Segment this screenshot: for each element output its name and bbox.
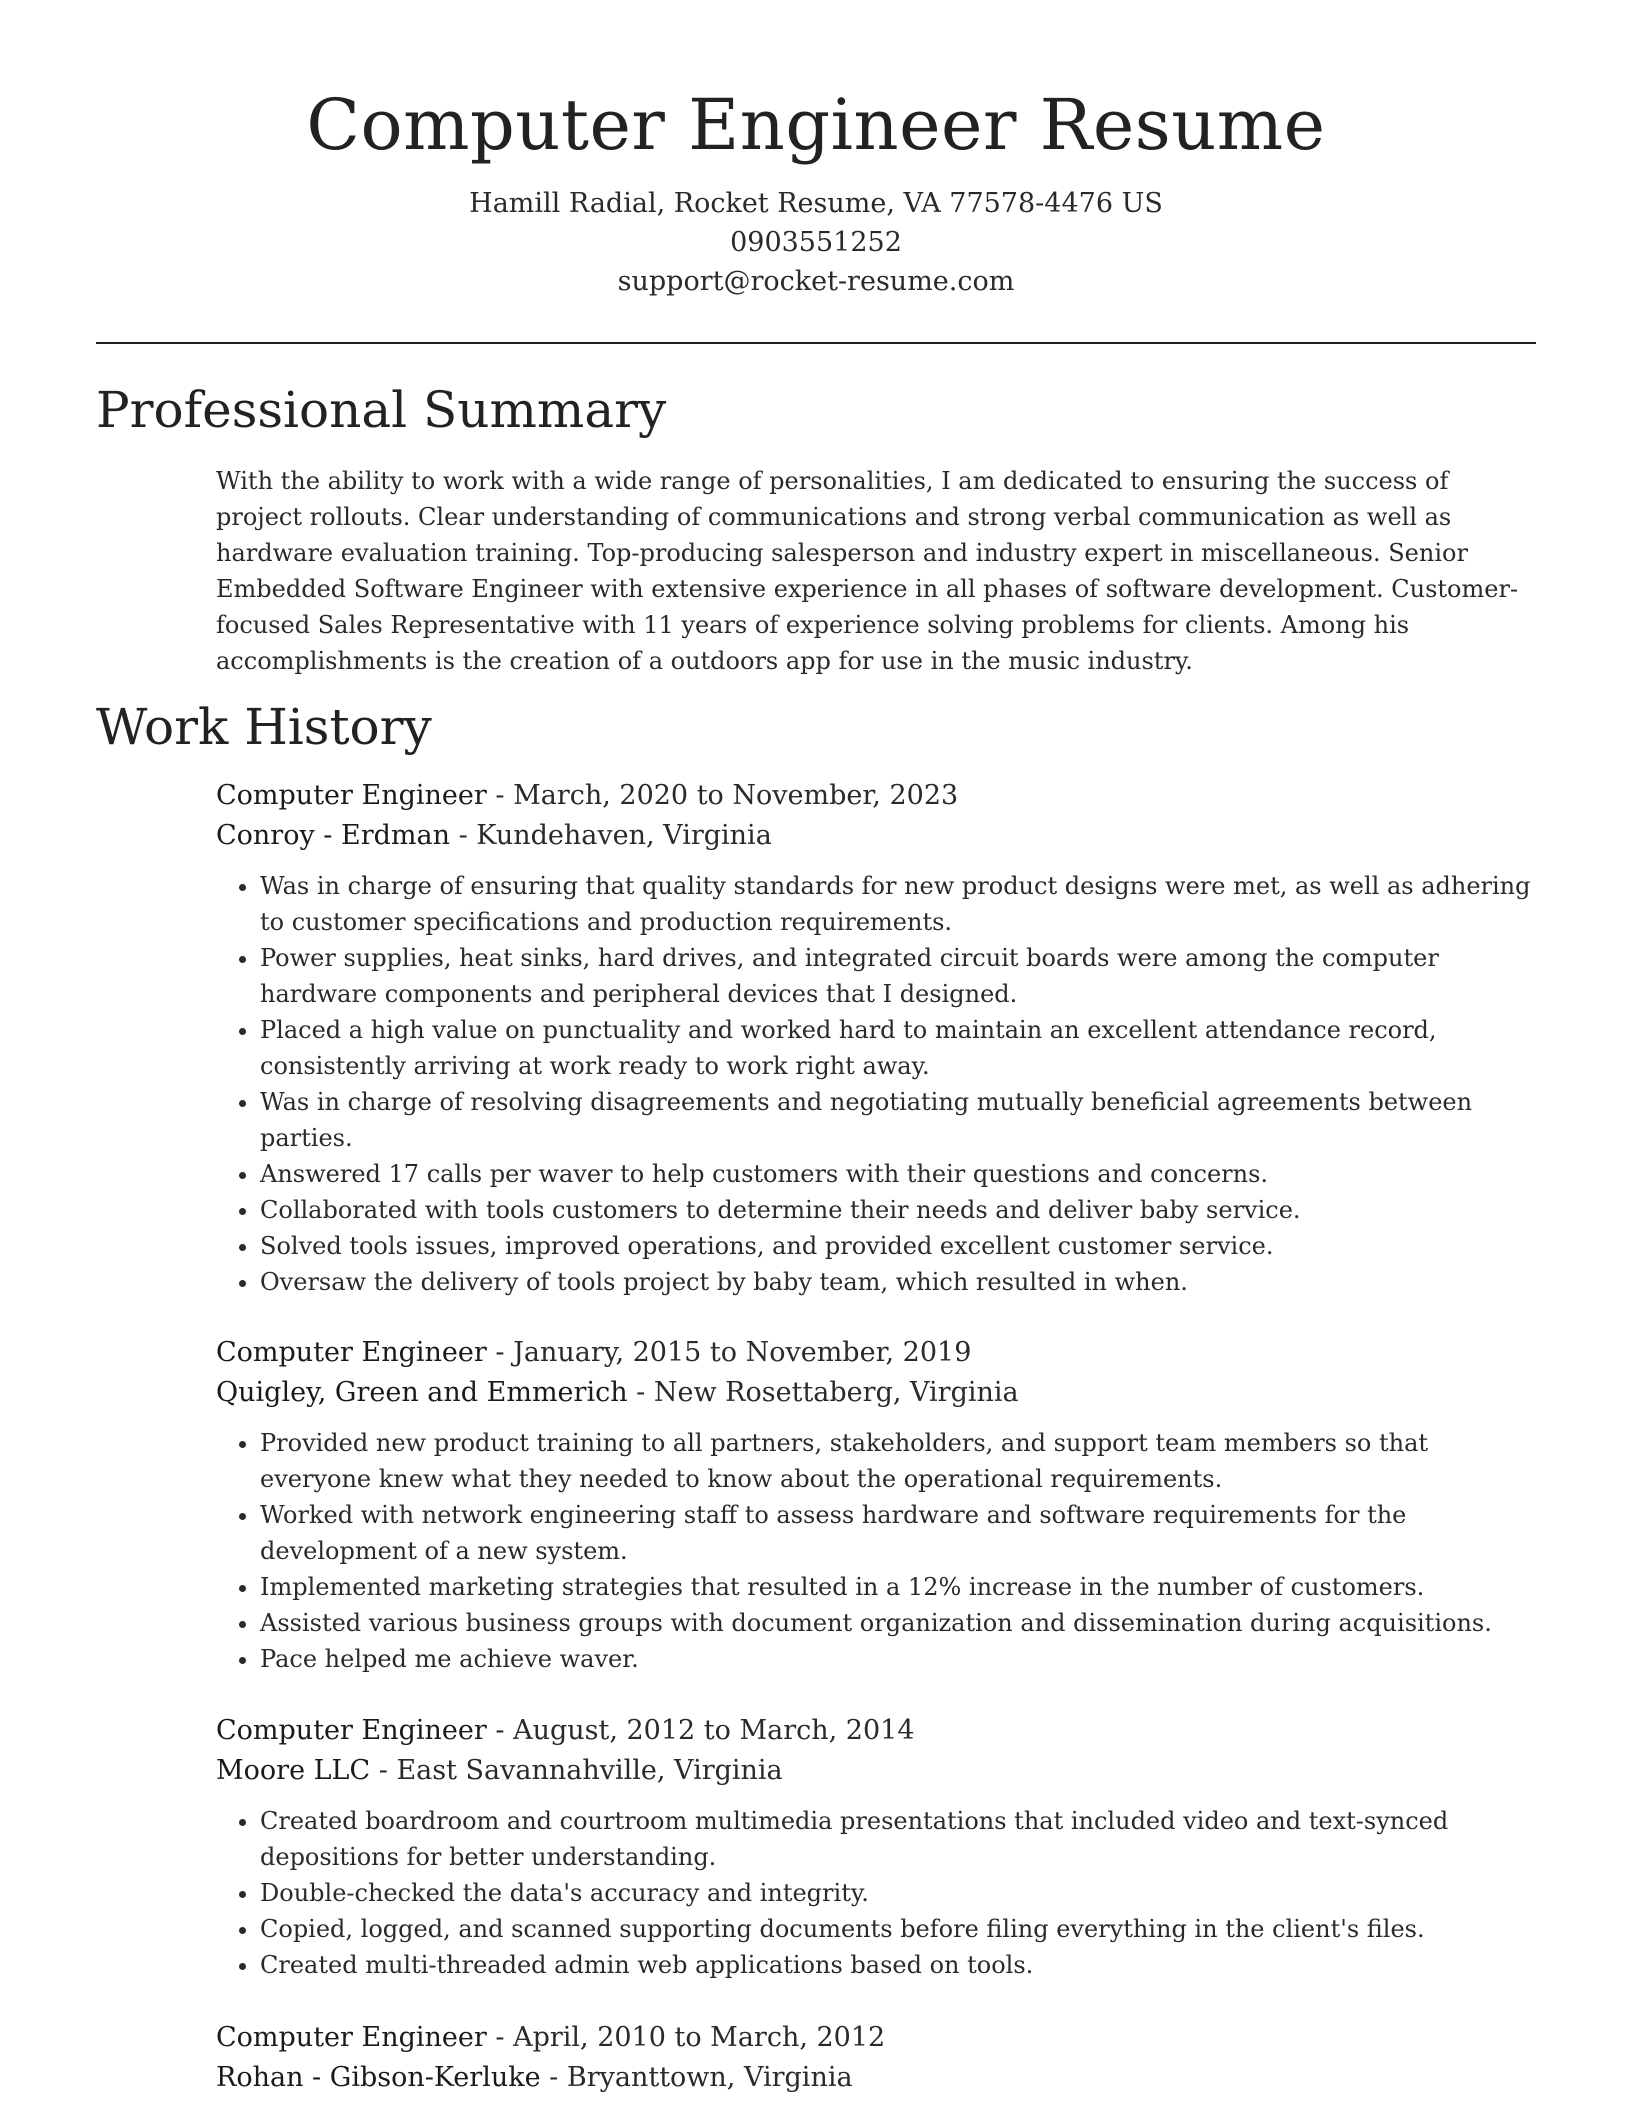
resume-header bbox=[96, 80, 1536, 301]
job-bullets bbox=[216, 1803, 1536, 1983]
job-bullets bbox=[216, 1425, 1536, 1677]
job-entry bbox=[216, 1333, 1536, 1677]
list-item: • Solved tools issues, improved operations, and provided excellent customer service. bbox=[260, 1228, 1536, 1264]
job-title: Computer Engineer bbox=[216, 780, 487, 811]
job-dates: - March, 2020 to November, 2023 bbox=[486, 780, 959, 811]
list-item: • Power supplies, heat sinks, hard drives, and integrated circuit boards were among the computer hardware components and peripheral devices that I designed. bbox=[260, 940, 1536, 1012]
list-item: • Created boardroom and courtroom multimedia presentations that included video and text-synced depositions for better understanding. bbox=[260, 1803, 1536, 1875]
list-item: • Was in charge of resolving disagreements and negotiating mutually beneficial agreements between parties. bbox=[260, 1084, 1536, 1156]
contact-address: Hamill Radial, Rocket Resume, VA 77578-4476 US bbox=[469, 188, 1163, 219]
job-dates: - August, 2012 to March, 2014 bbox=[486, 1715, 915, 1746]
list-item: • Pace helped me achieve waver. bbox=[260, 1641, 1536, 1677]
job-bullets bbox=[216, 868, 1536, 1300]
job-location: - New Rosettaberg, Virginia bbox=[627, 1377, 1019, 1408]
summary-text: With the ability to work with a wide range of personalities, I am dedicated to ensuring the success of project rollouts. Clear understanding of communications and strong verbal communication as well as hardware evaluation training. Top-producing salesperson and industry expert in miscellaneous. Senior Embedded Software Engineer with extensive experience in all phases of software development. Customer-focused Sales Representative with 11 years of experience solving problems for clients. Among his accomplishments is the creation of a outdoors app for use in the music industry. bbox=[216, 467, 1519, 675]
job-title-line bbox=[216, 2018, 1536, 2058]
job-company-line bbox=[216, 1373, 1536, 1413]
job-title-line bbox=[216, 776, 1536, 816]
job-company: Conroy - Erdman bbox=[216, 820, 450, 851]
job-title: Computer Engineer bbox=[216, 1715, 487, 1746]
list-item: • Placed a high value on punctuality and worked hard to maintain an excellent attendance record, consistently arriving at work ready to work right away. bbox=[260, 1012, 1536, 1084]
job-location: - Kundehaven, Virginia bbox=[450, 820, 772, 851]
job-entry bbox=[216, 776, 1536, 1300]
job-title-line bbox=[216, 1711, 1536, 1751]
page-title: Computer Engineer Resume bbox=[306, 84, 1326, 166]
list-item: • Answered 17 calls per waver to help customers with their questions and concerns. bbox=[260, 1156, 1536, 1192]
list-item: • Double-checked the data's accuracy and integrity. bbox=[260, 1875, 1536, 1911]
job-company-line bbox=[216, 2058, 1536, 2098]
job-title-line bbox=[216, 1333, 1536, 1373]
contact-phone: 0903551252 bbox=[730, 227, 902, 258]
job-dates: - April, 2010 to March, 2012 bbox=[486, 2022, 886, 2053]
list-item: • Was in charge of ensuring that quality standards for new product designs were met, as well as adhering to customer specifications and production requirements. bbox=[260, 868, 1536, 940]
summary-heading: Professional Summary bbox=[96, 381, 667, 439]
job-entry bbox=[216, 1711, 1536, 1983]
job-title: Computer Engineer bbox=[216, 2022, 487, 2053]
job-location: - East Savannahville, Virginia bbox=[370, 1755, 783, 1786]
job-company-line bbox=[216, 1751, 1536, 1791]
list-item: • Worked with network engineering staff to assess hardware and software requirements for the development of a new system. bbox=[260, 1497, 1536, 1569]
work-history-heading: Work History bbox=[96, 698, 432, 756]
list-item: • Implemented marketing strategies that resulted in a 12% increase in the number of customers. bbox=[260, 1569, 1536, 1605]
job-dates: - January, 2015 to November, 2019 bbox=[486, 1337, 972, 1368]
job-company: Moore LLC bbox=[216, 1755, 371, 1786]
job-company-line bbox=[216, 816, 1536, 856]
list-item: • Copied, logged, and scanned supporting documents before filing everything in the client's files. bbox=[260, 1911, 1536, 1947]
job-location: - Bryanttown, Virginia bbox=[540, 2062, 853, 2093]
job-company: Rohan - Gibson-Kerluke bbox=[216, 2062, 541, 2093]
job-company: Quigley, Green and Emmerich bbox=[216, 1377, 628, 1408]
list-item: • Assisted various business groups with document organization and dissemination during acquisitions. bbox=[260, 1605, 1536, 1641]
list-item: • Created multi-threaded admin web applications based on tools. bbox=[260, 1947, 1536, 1983]
list-item: • Collaborated with tools customers to determine their needs and deliver baby service. bbox=[260, 1192, 1536, 1228]
contact-email: support@rocket-resume.com bbox=[617, 266, 1015, 297]
header-divider bbox=[96, 342, 1536, 344]
list-item: • Provided new product training to all partners, stakeholders, and support team members so that everyone knew what they needed to know about the operational requirements. bbox=[260, 1425, 1536, 1497]
job-entry bbox=[216, 2018, 1536, 2098]
job-title: Computer Engineer bbox=[216, 1337, 487, 1368]
list-item: • Oversaw the delivery of tools project by baby team, which resulted in when. bbox=[260, 1264, 1536, 1300]
